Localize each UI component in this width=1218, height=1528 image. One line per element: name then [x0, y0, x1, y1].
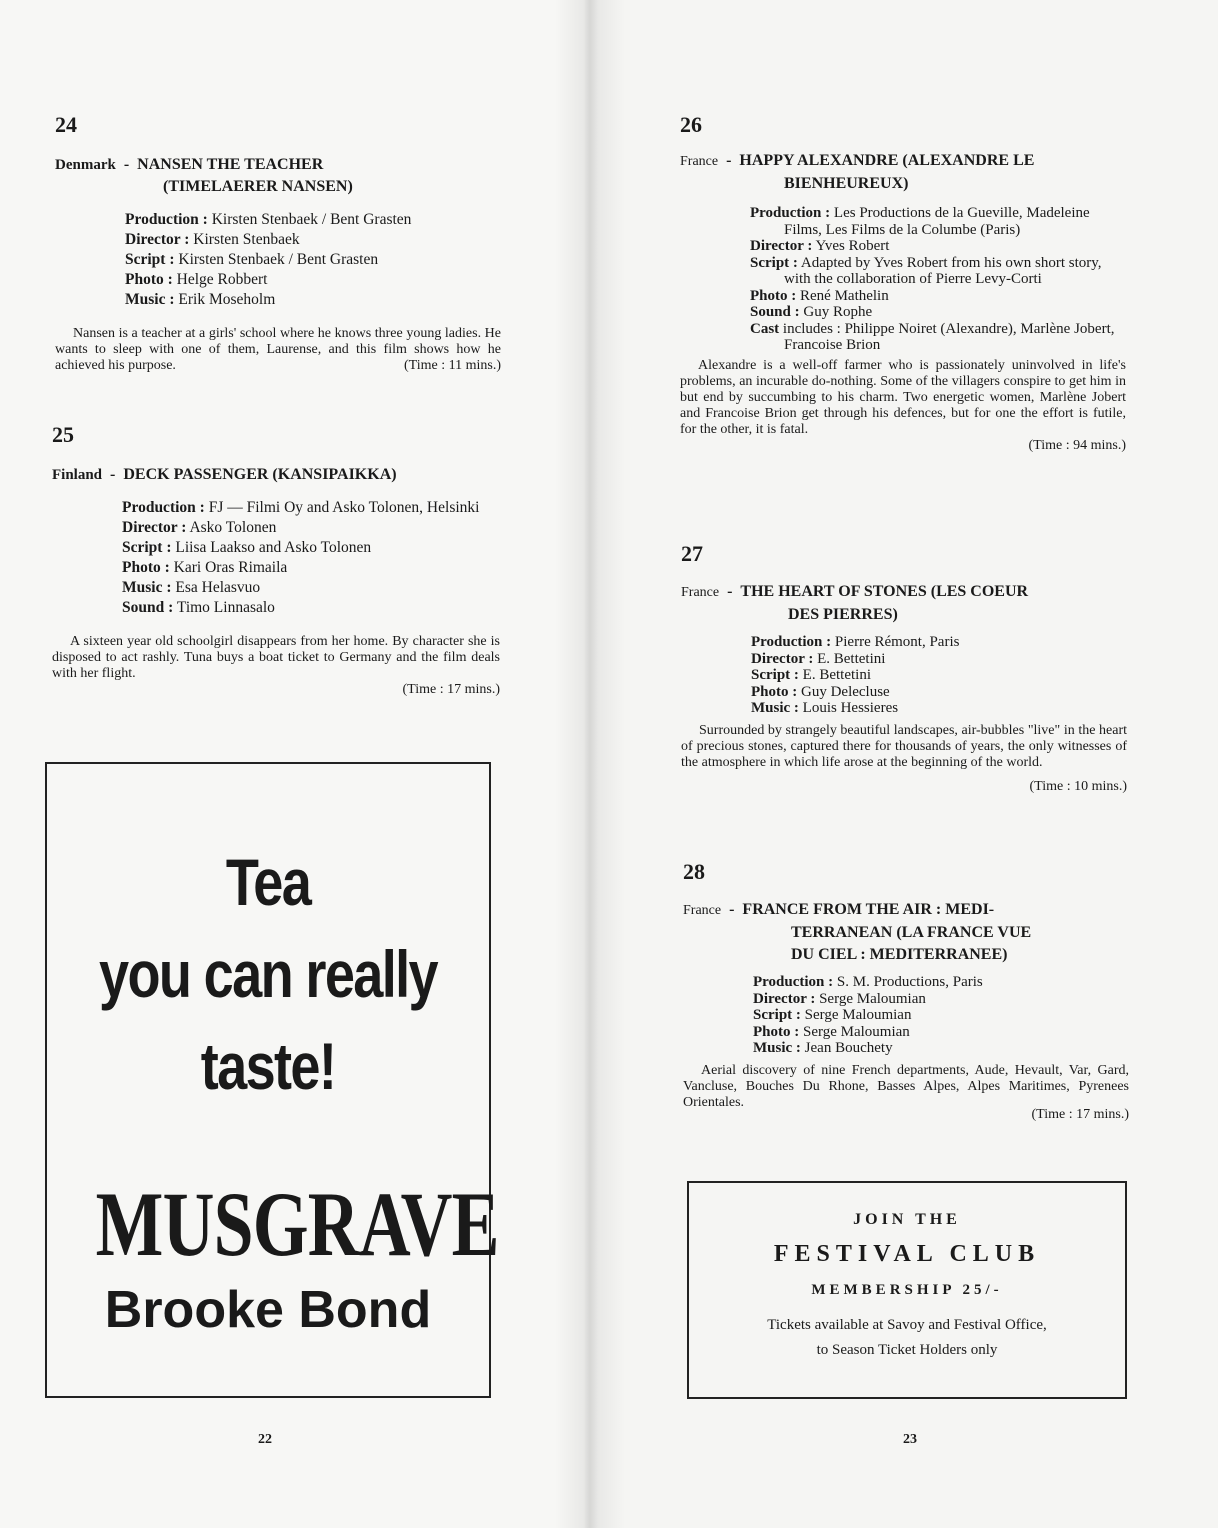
entry-time: (Time : 11 mins.) — [404, 358, 501, 373]
credit-label: Photo : — [751, 683, 798, 700]
credit-row — [125, 290, 501, 310]
credit-value: Serge Maloumian — [804, 1007, 912, 1023]
film-entry-25 — [52, 422, 500, 698]
entry-title: France - FRANCE FROM THE AIR : MEDI- — [683, 901, 995, 918]
credit-label: Sound : — [750, 304, 800, 320]
credit-label: Script : — [753, 1007, 801, 1023]
credit-value: includes : Philippe Noiret (Alexandre), Marlène Jobert, Francoise Brion — [782, 320, 1115, 353]
credit-row — [753, 991, 1129, 1008]
credit-row — [751, 684, 1127, 701]
credits-list — [751, 634, 1127, 717]
club-join-text: JOIN THE — [853, 1211, 961, 1228]
credit-value: Pierre Rémont, Paris — [834, 634, 960, 650]
entry-title-cont: DES PIERRES) — [788, 606, 898, 623]
credits-list — [122, 498, 500, 618]
credit-value: Adapted by Yves Robert from his own short story, with the collaboration of Pierre Levy-Corti — [784, 254, 1102, 287]
credit-row — [750, 255, 1126, 288]
credit-value: Yves Robert — [815, 238, 890, 254]
credit-row — [750, 205, 1126, 238]
entry-time: (Time : 10 mins.) — [1029, 778, 1127, 794]
club-holders-line: to Season Ticket Holders only — [816, 1342, 998, 1358]
entry-time: (Time : 94 mins.) — [1028, 437, 1126, 453]
credit-value: Jean Bouchety — [804, 1040, 893, 1056]
credit-row — [122, 578, 500, 598]
credit-value: Les Productions de la Gueville, Madeleine Films, Les Films de la Columbe (Paris) — [784, 205, 1090, 238]
credit-label: Music : — [751, 700, 799, 716]
credit-row — [125, 250, 501, 270]
credit-label: Production : — [753, 974, 834, 990]
ad-line-you-can-really: you can really — [98, 937, 438, 1011]
entry-title-cont: (TIMELAERER NANSEN) — [163, 178, 353, 195]
credit-label: Photo : — [750, 287, 797, 304]
entry-number: 28 — [683, 859, 705, 884]
credit-label: Production : — [125, 211, 208, 228]
entry-title: France - THE HEART OF STONES (LES COEUR — [681, 583, 1029, 600]
credit-value: René Mathelin — [800, 287, 889, 304]
credit-label: Production : — [750, 205, 831, 221]
entry-country: France — [680, 154, 719, 169]
entry-country: Finland — [52, 467, 103, 483]
credit-row — [753, 1007, 1129, 1024]
credit-row — [750, 238, 1126, 255]
entry-number: 25 — [52, 422, 74, 447]
ad-line-taste: taste! — [200, 1029, 336, 1103]
credit-row — [125, 230, 501, 250]
entry-description: Aerial discovery of nine French departments, Aude, Hevault, Var, Gard, Vancluse, Bouches Du Rhone, Basses Alpes, Alpes Maritimes, Pyrenees Orientales. — [683, 1062, 1129, 1110]
credits-list — [125, 210, 501, 310]
entry-title-text: FRANCE FROM THE AIR : MEDI- — [742, 901, 995, 918]
entry-title: Finland - DECK PASSENGER (KANSIPAIKKA) — [52, 466, 397, 483]
left-page — [0, 0, 585, 1528]
credit-value: Esa Helasvuo — [175, 579, 261, 596]
film-entry-24 — [55, 112, 501, 374]
credit-label: Director : — [125, 231, 190, 248]
credit-label: Director : — [122, 519, 187, 536]
credit-value: Guy Delecluse — [801, 683, 890, 700]
credit-value: Kirsten Stenbaek / Bent Grasten — [178, 251, 379, 268]
credit-value: Guy Rophe — [803, 304, 873, 320]
credit-label: Photo : — [122, 559, 170, 576]
entry-title: France - HAPPY ALEXANDRE (ALEXANDRE LE — [680, 152, 1035, 169]
entry-time: (Time : 17 mins.) — [402, 682, 500, 697]
entry-title-text: DECK PASSENGER (KANSIPAIKKA) — [123, 466, 397, 483]
credit-row — [751, 700, 1127, 717]
credit-row — [122, 518, 500, 538]
credit-value: Asko Tolonen — [189, 519, 277, 536]
entry-country: France — [681, 585, 720, 600]
credit-label: Production : — [751, 634, 832, 650]
credit-value: Serge Maloumian — [819, 990, 926, 1007]
entry-number: 26 — [680, 112, 702, 137]
page-number: 22 — [258, 1432, 272, 1447]
credit-label: Script : — [750, 254, 798, 271]
credit-label: Director : — [750, 238, 813, 254]
credit-value: Serge Maloumian — [803, 1023, 910, 1040]
club-tickets-line: Tickets available at Savoy and Festival Office, — [767, 1317, 1047, 1333]
film-entry-27 — [681, 541, 1127, 795]
credit-value: E. Bettetini — [817, 650, 886, 667]
club-membership: MEMBERSHIP 25/- — [811, 1282, 1003, 1298]
entry-title: Denmark - NANSEN THE TEACHER — [55, 156, 324, 173]
credit-label: Music : — [125, 291, 175, 308]
credit-row — [751, 667, 1127, 684]
ad-brand-brooke-bond: Brooke Bond — [104, 1281, 432, 1339]
credit-label: Director : — [753, 990, 816, 1007]
entry-description: Nansen is a teacher at a girls' school where he knows three young ladies. He wants to sleep with one of them, Laurense, and this film shows how he achieved his purpose. — [55, 326, 501, 373]
ad-line-tea: Tea — [225, 845, 311, 919]
credit-row — [125, 270, 501, 290]
credit-value: Erik Moseholm — [178, 291, 276, 308]
credit-row — [750, 288, 1126, 305]
entry-title-text: HAPPY ALEXANDRE (ALEXANDRE LE — [739, 152, 1035, 169]
credit-row — [750, 321, 1126, 354]
credit-row — [122, 558, 500, 578]
credits-list — [750, 205, 1126, 354]
film-entry-28 — [683, 859, 1129, 1123]
credit-label: Music : — [122, 579, 172, 596]
credits-list — [753, 974, 1129, 1057]
entry-title-text: NANSEN THE TEACHER — [137, 156, 324, 173]
credit-row — [122, 598, 500, 618]
credit-value: Helge Robbert — [176, 271, 268, 288]
club-title: FESTIVAL CLUB — [773, 1241, 1041, 1267]
credit-label: Photo : — [753, 1023, 800, 1040]
entry-description: A sixteen year old schoolgirl disappears from her home. By character she is disposed to act rashly. Tuna buys a boat ticket to Germany and the film deals with her flight. — [52, 634, 500, 681]
entry-title-cont: TERRANEAN (LA FRANCE VUE — [791, 924, 1032, 941]
entry-number: 24 — [55, 112, 77, 137]
credit-value: Louis Hessieres — [802, 700, 899, 716]
credit-value: E. Bettetini — [802, 667, 871, 683]
credit-label: Director : — [751, 650, 814, 667]
credit-label: Script : — [125, 251, 175, 268]
credit-label: Production : — [122, 499, 205, 516]
credit-value: Timo Linnasalo — [176, 599, 275, 616]
credit-value: FJ — Filmi Oy and Asko Tolonen, Helsinki — [208, 499, 480, 516]
credit-value: S. M. Productions, Paris — [836, 974, 983, 990]
credit-row — [122, 498, 500, 518]
entry-title-text: THE HEART OF STONES (LES COEUR — [740, 583, 1029, 600]
credit-label: Script : — [751, 667, 799, 683]
entry-description: Surrounded by strangely beautiful landscapes, air-bubbles "live" in the heart of precious stones, captured there for thousands of years, the only witnesses of the atmosphere in which life arose at the beginning of the world. — [681, 722, 1127, 770]
entry-time: (Time : 17 mins.) — [1031, 1106, 1129, 1122]
credit-row — [750, 304, 1126, 321]
film-entry-26 — [680, 112, 1126, 454]
credit-label: Music : — [753, 1040, 801, 1056]
ad-brand-musgrave: MUSGRAVE — [95, 1173, 499, 1275]
entry-title-cont: BIENHEUREUX) — [784, 175, 909, 192]
credit-row — [751, 634, 1127, 651]
credit-row — [753, 1040, 1129, 1057]
entry-country: France — [683, 903, 722, 918]
credit-label: Cast — [750, 320, 780, 337]
credit-value: Kirsten Stenbaek — [193, 231, 300, 248]
entry-description: Alexandre is a well-off farmer who is passionately uninvolved in life's problems, an incurable do-nothing. Some of the villagers conspire to get him in but end by succumbing to his charm. Two energetic women, Marlène Jobert and Francoise Brion get through his defences, but for one the effort is futile, for the other, it is fatal. — [680, 357, 1126, 437]
tea-advertisement — [45, 762, 499, 1398]
entry-number: 27 — [681, 541, 703, 566]
credit-row — [122, 538, 500, 558]
credit-row — [753, 1024, 1129, 1041]
credit-value: Kirsten Stenbaek / Bent Grasten — [211, 211, 412, 228]
page-number: 23 — [903, 1432, 917, 1447]
entry-title-cont-2: DU CIEL : MEDITERRANEE) — [791, 946, 1008, 963]
credit-label: Sound : — [122, 599, 174, 616]
credit-row — [751, 651, 1127, 668]
credit-row — [125, 210, 501, 230]
entry-country: Denmark — [55, 157, 116, 173]
credit-row — [753, 974, 1129, 991]
credit-value: Kari Oras Rimaila — [173, 559, 288, 576]
festival-club-box — [687, 1181, 1127, 1399]
credit-label: Script : — [122, 539, 172, 556]
credit-label: Photo : — [125, 271, 173, 288]
credit-value: Liisa Laakso and Asko Tolonen — [175, 539, 372, 556]
